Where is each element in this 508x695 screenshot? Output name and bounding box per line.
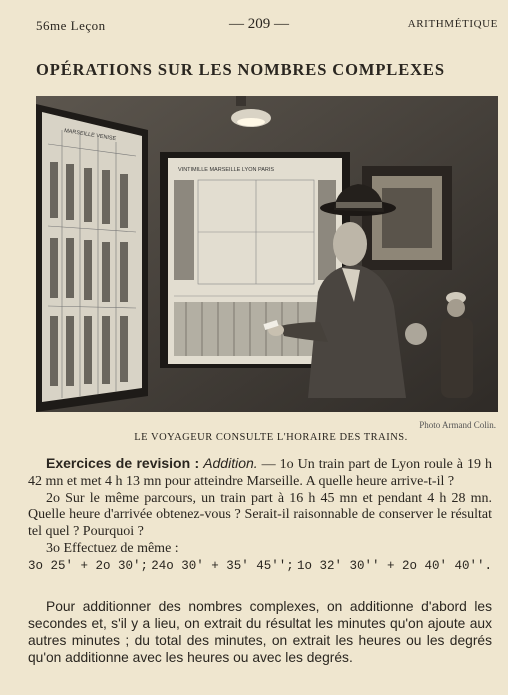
exercise-3-operations — [28, 558, 492, 575]
svg-text:MARSEILLE VENISE: MARSEILLE VENISE — [63, 128, 117, 143]
svg-text:VINTIMILLE MARSEILLE LYON PARI: VINTIMILLE MARSEILLE LYON PARIS — [178, 167, 275, 173]
operation-item: 24o 30' + 35' 45''; — [151, 558, 294, 573]
exercise-2: 2o Sur le même parcours, un train part à 16 h 45 mn et pendant 4 h 28 mn. Quelle heure d'arrivée obtenez-vous ? Serait-il raisonnable de conserver le résultat tel quel ? Pourquoi ? — [28, 490, 492, 540]
exercises-heading: Exercices de revision : — [46, 455, 200, 471]
page-header — [36, 18, 498, 38]
subject-label: ARITHMÉTIQUE — [407, 18, 498, 30]
photo-caption: LE VOYAGEUR CONSULTE L'HORAIRE DES TRAINS. — [134, 432, 408, 443]
framed-picture — [362, 166, 452, 270]
photo-illustration — [36, 96, 498, 412]
lesson-label: 56me Leçon — [36, 18, 106, 33]
photo-traveler-timetable — [36, 96, 498, 412]
exercise-1 — [28, 455, 492, 491]
page-title: OPÉRATIONS SUR LES NOMBRES COMPLEXES — [36, 60, 445, 79]
exercises-block — [28, 455, 492, 575]
left-timetable-board — [36, 104, 148, 412]
page-number: — 209 — — [229, 16, 289, 32]
exercises-topic: Addition. — [203, 455, 258, 471]
operation-item: 1o 32' 30'' + 2o 40' 40''. — [296, 558, 492, 573]
exercise-1-text: — 1o Un train part de Lyon roule à 19 h 42 mn et met 4 h 13 mn pour atteindre Marseille. A quelle heure arrive-t-il ? — [28, 457, 492, 489]
exercise-3: 3o Effectuez de même : — [46, 540, 179, 556]
rule-paragraph: Pour additionner des nombres complexes, on additionne d'abord les secondes et, s'il y a lieu, on extrait du résultat les minutes qu'on ajoute aux autres minutes ; du total des minutes, on extrait les heures ou les degrés qu'on additionne avec les heures ou avec les degrés. — [28, 599, 492, 665]
operation-item: 3o 25' + 2o 30'; — [28, 558, 149, 573]
lamp-icon — [236, 96, 246, 106]
photo-credit: Photo Armand Colin. — [419, 420, 496, 430]
